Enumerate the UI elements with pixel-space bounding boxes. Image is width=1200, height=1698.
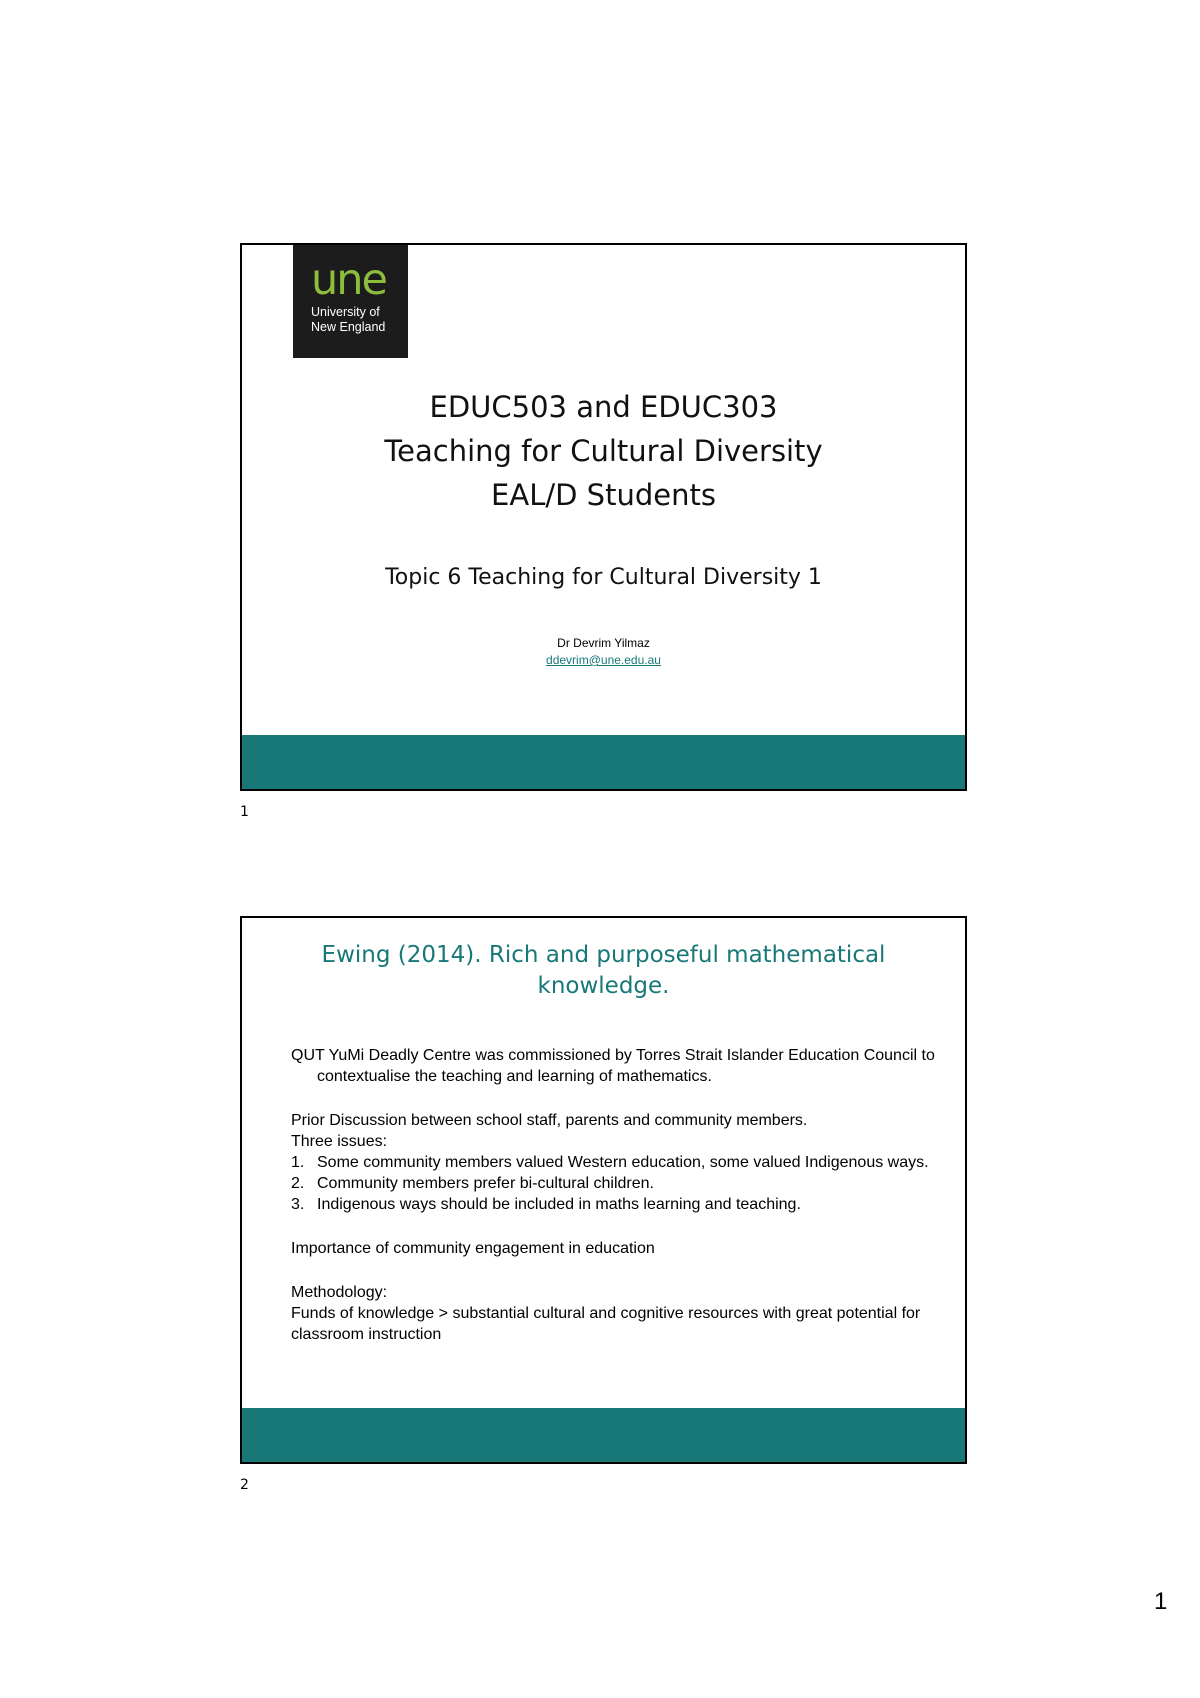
author-name: Dr Devrim Yilmaz [557, 636, 650, 650]
title-line-3: EAL/D Students [491, 478, 716, 512]
methodology-label: Methodology: [291, 1284, 388, 1301]
list-number: 3. [291, 1196, 305, 1213]
slide-heading [262, 940, 945, 1002]
paragraph-qut: QUT YuMi Deadly Centre was commissioned by Torres Strait Islander Education Council to contextualise the teaching and learning of mathematics. [291, 1047, 935, 1085]
logo-line-2: New England [311, 320, 386, 334]
list-item [291, 1152, 935, 1173]
three-issues-label: Three issues: [291, 1133, 388, 1150]
slide-number-1: 1 [240, 804, 249, 820]
une-logo [293, 243, 408, 358]
heading-line-2: knowledge. [537, 973, 670, 999]
email-link[interactable]: ddevrim@une.edu.au [546, 653, 661, 667]
list-item [291, 1173, 935, 1194]
page-number: 1 [1154, 1588, 1168, 1615]
list-number: 1. [291, 1154, 305, 1171]
slide-body [291, 1045, 935, 1345]
slide-footer-bar [242, 735, 965, 789]
paragraph-community: Importance of community engagement in education [291, 1240, 655, 1257]
logo-text [311, 305, 385, 335]
list-text: Community members prefer bi-cultural children. [317, 1175, 654, 1192]
slide-number-2: 2 [240, 1477, 249, 1493]
list-text: Indigenous ways should be included in maths learning and teaching. [317, 1196, 801, 1213]
slide-title [242, 385, 965, 517]
slide-footer-bar [242, 1408, 965, 1462]
topic-subtitle: Topic 6 Teaching for Cultural Diversity 1 [385, 565, 822, 590]
heading-line-1: Ewing (2014). Rich and purposeful mathematical [321, 942, 886, 968]
paragraph-discussion: Prior Discussion between school staff, parents and community members. [291, 1112, 808, 1129]
author-email [242, 653, 965, 668]
list-item [291, 1194, 935, 1215]
list-number: 2. [291, 1175, 305, 1192]
logo-line-1: University of [311, 305, 380, 319]
slide-2 [240, 916, 967, 1464]
slide-1 [240, 243, 967, 791]
title-line-1: EDUC503 and EDUC303 [429, 390, 778, 424]
logo-mark: une [311, 255, 386, 305]
title-line-2: Teaching for Cultural Diversity [384, 434, 823, 468]
list-text: Some community members valued Western education, some valued Indigenous ways. [317, 1154, 929, 1171]
methodology-text: Funds of knowledge > substantial cultural and cognitive resources with great potential for classroom instruction [291, 1305, 921, 1343]
